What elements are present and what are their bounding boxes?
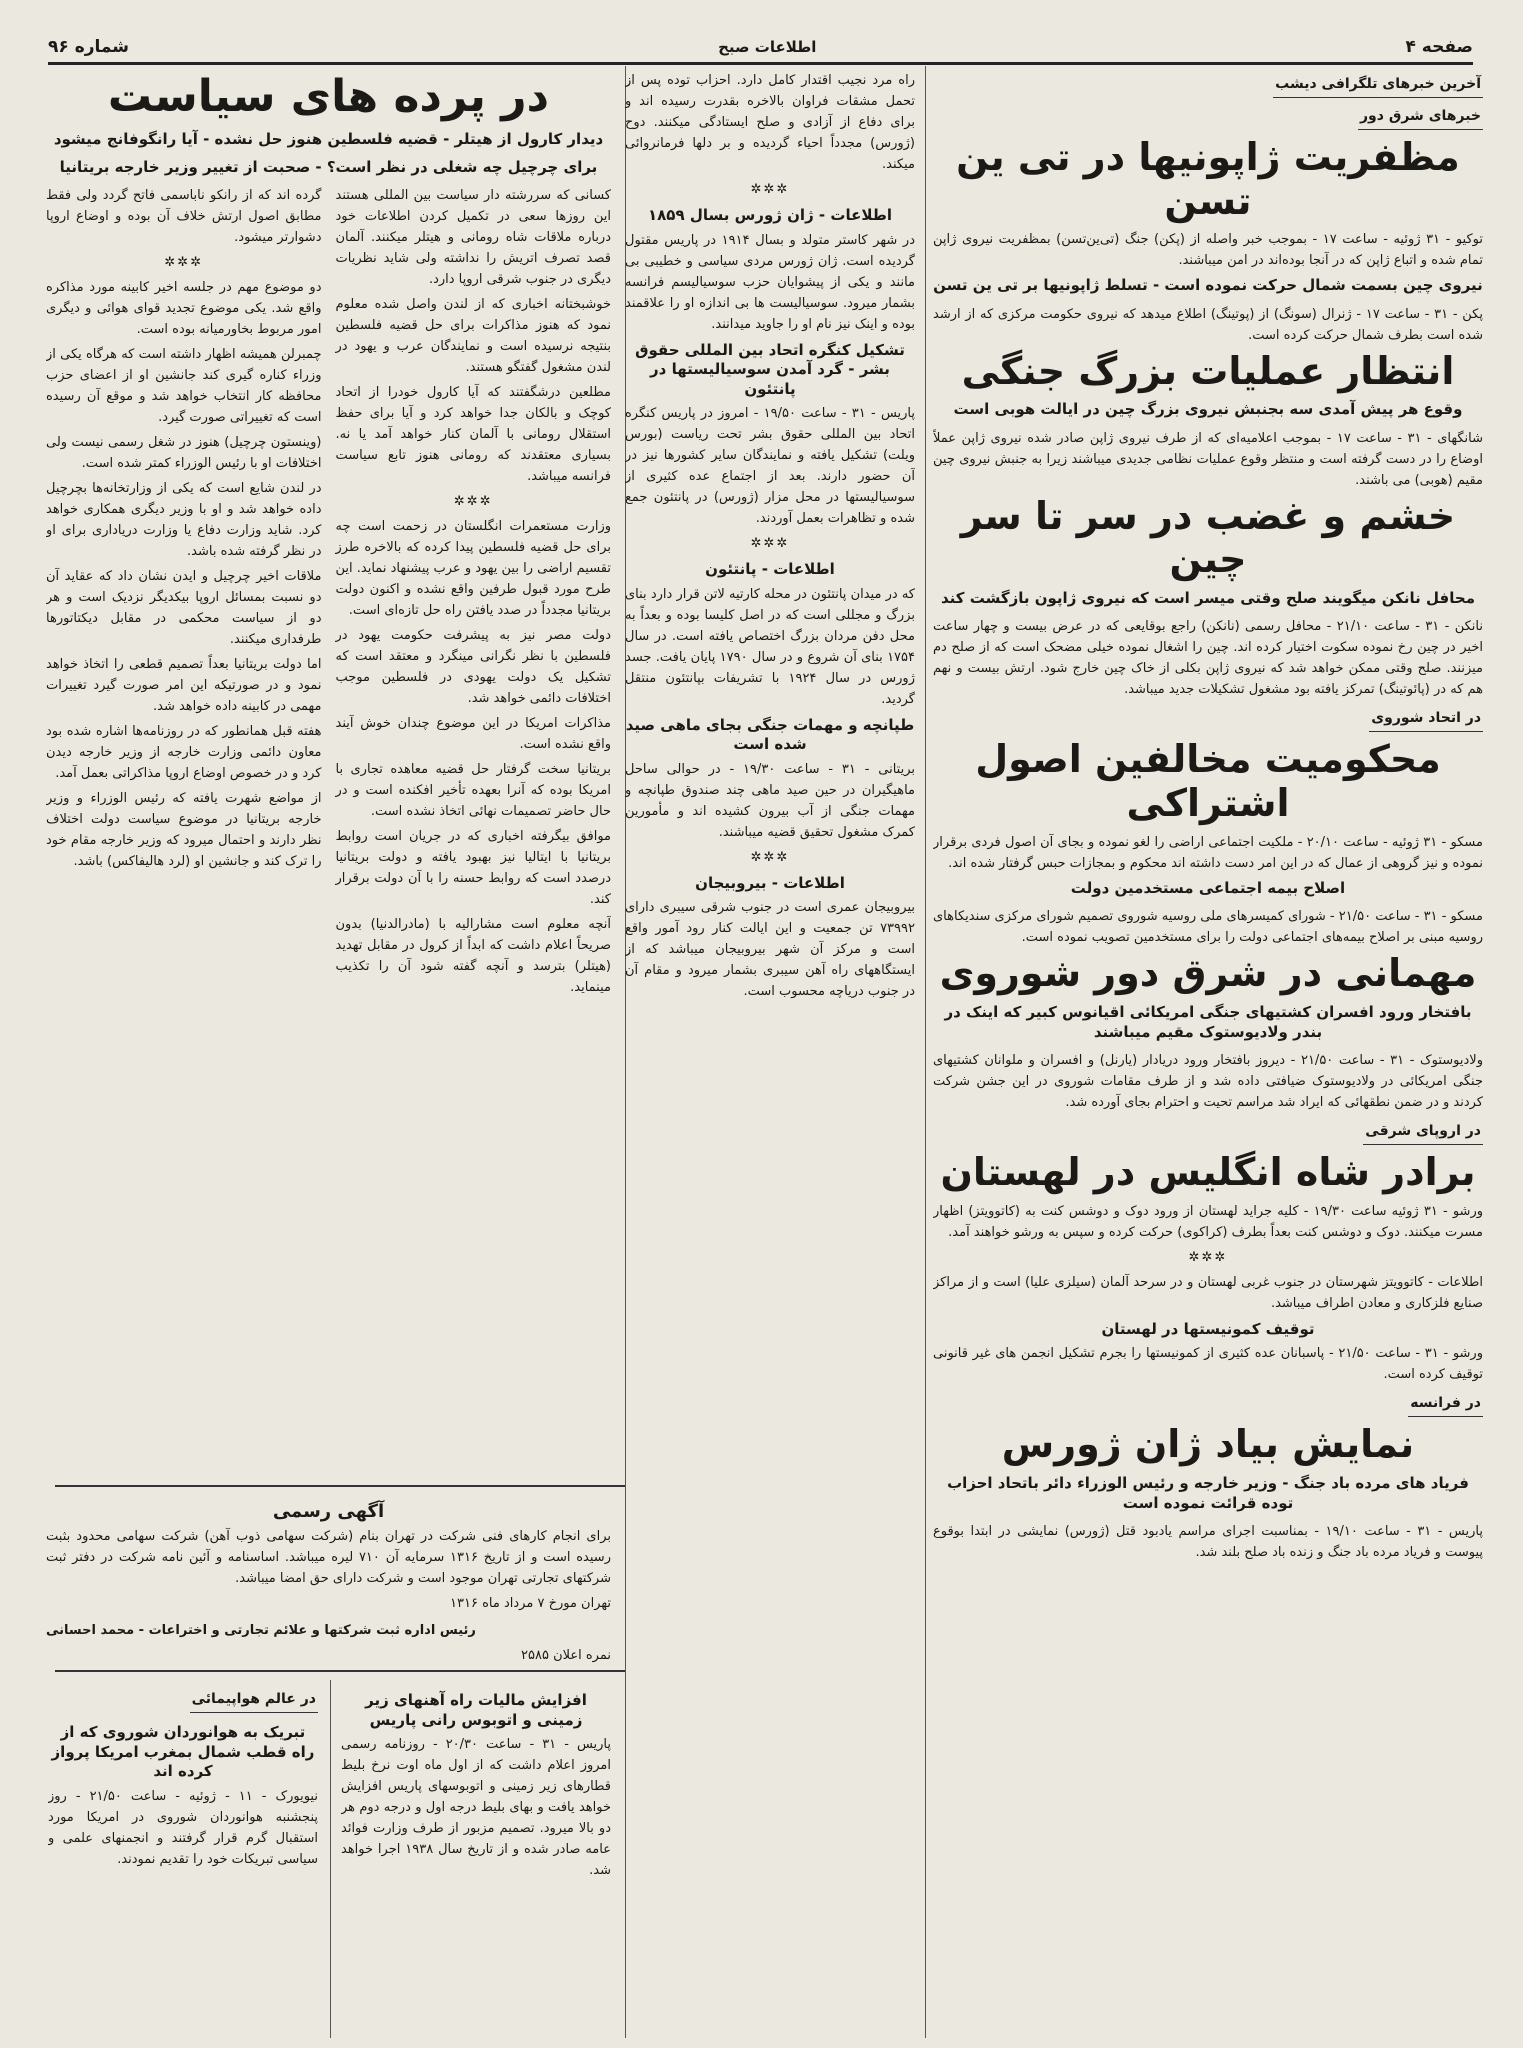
paper-name: اطلاعات صبح: [718, 38, 817, 56]
article-text: وزارت مستعمرات انگلستان در زحمت است چه برای حل قضیه فلسطین پیدا کرده که بالاخره طرز تقسیم اراضی را بین یهود و عرب پیشنهاد نماید. این طرح مورد قبول طرفین واقع نشده و اکنون دولت بریتانیا مجدداً در صدد یافتن راه حل تازه‌ای است.: [335, 519, 611, 619]
section-label: آخرین خبرهای تلگرافی دیشب: [1273, 74, 1483, 98]
info-text: که در میدان پانتئون در محله کارتیه لاتن قرار دارد بنای بزرگ و مجللی است که در اصل کلیسا بوده و بعداً به محل دفن مردان بزرگ اختصاص یافته است. در سال ۱۷۵۴ بنای آن شروع و در سال ۱۷۹۰ پایان یافت. جسد ژورس در سال ۱۹۲۴ با تشریفات بپانتئون منتقل گردید.: [625, 586, 915, 707]
section-rule: [55, 1670, 625, 1672]
subheadline: برای چرچیل چه شغلی در نظر است؟ - صحبت از تغییر وزیر خارجه بریتانیا: [59, 157, 598, 176]
subheadline: فریاد های مرده باد جنگ - وزیر خارجه و رئیس الوزراء دائر باتحاد احزاب توده قرائت نموده است: [947, 1473, 1469, 1513]
info-text: بیروبیجان عمری است در جنوب شرقی سیبری دارای ۷۳۹۹۲ تن جمعیت و این ایالت کنار رود آمور واقع است و مرکز آن شهر بیروبیجان میباشد که از ایستگاههای راه آهن سیبری بشمار میرود و مقام آن در جنوب دریاچه محسوب است.: [625, 900, 915, 999]
headline-far-east-party: مهمانی در شرق دور شوروی: [939, 950, 1477, 995]
headline-jaures: نمایش بیاد ژان ژورس: [1001, 1422, 1415, 1467]
section-label: در اروپای شرقی: [1363, 1121, 1483, 1145]
separator-stars: ✲✲✲: [750, 849, 790, 865]
headline-human-rights: تشکیل کنگره اتحاد بین المللی حقوق بشر - گرد آمدن سوسیالیستها در پانتئون: [635, 340, 905, 398]
info-text: اطلاعات - کاتوویتز شهرستان در جنوب غربی لهستان و در سرحد آلمان (سیلزی علیا) است و از مراکز صنایع فلزکاری و معادن اطراف میباشد.: [933, 1274, 1483, 1311]
article-text: پاریس - ۳۱ - ساعت ۲۰/۳۰ - روزنامه رسمی امروز اعلام داشت که از اول ماه اوت نرخ بلیط قطارهای زیر زمینی و اتوبوسهای پاریس افزایش خواهد یافت و بهای بلیط درجه اول و درجه دوم هر دو بالا میرود. تصمیم مزبور از طرف وزارت فوائد عامه صادر شده و از تاریخ سال ۱۹۳۸ اجرا خواهد شد.: [341, 1737, 611, 1878]
article-text: نانکن - ۳۱ - ساعت ۲۱/۱۰ - محافل رسمی (نانکن) راجع بوقایعی که در عرض بیست و چهار ساعت اخیر در چین رخ نموده سکوت اختیار کرده اند. چین را اشغال نموده خیلی مضحک است که از صلح دم میزنند. صلح وقتی ممکن خواهد شد که نیروی ژاپن بکلی از خاک چین خارج شود. ارتش بیست و نهم هم که در (پائوتینگ) تمرکز یافته بود مشغول تشکیلات جدید میباشد.: [933, 619, 1483, 698]
article-text: هفته قبل همانطور که در روزنامه‌ها اشاره شده بود معاون دائمی وزارت خارجه از وزیر خارجه دیدن کرد و در خصوص اوضاع اروپا مذاکراتی بعمل آمد.: [46, 724, 322, 782]
article-text: توکیو - ۳۱ ژوئیه - ساعت ۱۷ - بموجب خبر واصله از (پکن) جنگ (تی‌ین‌تسن) بمظفریت نیروی ژاپن تمام شده و اتباع ژاپن که در آنجا بوده‌اند در امن میباشند.: [933, 232, 1483, 269]
article-text: کسانی که سررشته دار سیاست بین المللی هستند این روزها سعی در تکمیل کردن اطلاعات خود درباره ملاقات شاه رومانی و هیتلر میکنند. آلمان قصد تصرف اتریش را نداشته ولی شاید نظریات دیگری در جنوب شرقی اروپا دارد.: [335, 188, 611, 288]
headline-communists-arrest: توقیف کمونیستها در لهستان: [1101, 1319, 1315, 1338]
headline-metro-tax: افزایش مالیات راه آهنهای زیر زمینی و اتوبوس رانی پاریس: [365, 1691, 587, 1729]
article-text: پاریس - ۳۱ - ساعت ۱۹/۵۰ - امروز در پاریس کنگره اتحاد بین المللی حقوق بشر تحت ریاست (بورس ویلت) تشکیل یافته و نمایندگان سایر کشورها نیز در آن حضور دارند. بعد از اجتماع عده کثیری از سوسیالیستها در محل مزار (ژورس) در پانتئون جمع شده و تظاهرات بعمل آوردند.: [625, 406, 915, 526]
article-text: شانگهای - ۳۱ - ساعت ۱۷ - بموجب اعلامیه‌ای که از طرف نیروی ژاپن صادر شده نیروی ژاپن عملاً اوضاع را در دست گرفته است و منتظر وقوع عملیات نظامی جدیدی میباشند زیرا به جنبش نیروی چین مقیم (هوبی) می باشند.: [933, 430, 1483, 488]
article-text: از مواضع شهرت یافته که رئیس الوزراء و وزیر خارجه بریتانیا در موضوع سیاست دولت اختلاف نظر دارند و احتمال میرود که وزیر خارجه مقام خود را ترک کند و جانشین او (لرد هالیفاکس) باشد.: [46, 791, 322, 870]
article-text: پکن - ۳۱ - ساعت ۱۷ - ژنرال (سونگ) از (پوتینگ) اطلاع میدهد که نیروی حکومت مرکزی که از ارشد شده است بطرف شمال حرکت کرده است.: [933, 306, 1483, 343]
column-rule: [330, 1680, 331, 2038]
article-text: اما دولت بریتانیا بعداً تصمیم قطعی را اتخاذ خواهد نمود و در صورتیکه این امر صورت گیرد تغییرات مهمی در کابینه داده خواهد شد.: [46, 657, 322, 715]
info-title: اطلاعات - بیروبیجان: [695, 873, 845, 892]
article-text: ورشو - ۳۱ ژوئیه ساعت ۱۹/۳۰ - کلیه جراید لهستان از ورود دوک و دوشس کنت به (کاتوویتز) اظهار مسرت میکنند. دوک و دوشس کنت بعداً بطرف (کراکوی) حرکت کرده و سپس به ورشو خواهند آمد.: [933, 1203, 1483, 1240]
page-number: صفحه ۴: [1405, 37, 1473, 57]
aviation-article: [48, 1685, 318, 2035]
article-text: گرده اند که از رانکو ناباسمی فاتح گردد ولی فقط مطابق اصول ارتش خلاف آن بوده و اوضاع اروپا دشوارتر میشود.: [46, 188, 322, 246]
headline-king-brother: برادر شاه انگلیس در لهستان: [940, 1150, 1476, 1194]
headline-soviet-conviction: محکومیت مخالفین اصول اشتراکی: [975, 737, 1441, 825]
column-politics: [46, 70, 611, 1470]
subheadline: بافتخار ورود افسران کشتیهای جنگی امریکائی اقیانوس کبیر که اینک در بندر ولادیوستوک مقیم میباشند: [944, 1002, 1472, 1041]
section-rule: [55, 1485, 625, 1487]
article-text: مسکو - ۳۱ - ساعت ۲۱/۵۰ - شورای کمیسرهای ملی روسیه شوروی تصمیم شورای مرکزی سندیکاهای روسیه مبنی بر اصلاح بیمه‌های اجتماعی دولت را برای مستخدمین تصویب نموده است.: [933, 908, 1483, 945]
column-rule: [925, 66, 926, 2038]
article-text: چمبرلن همیشه اظهار داشته است که هرگاه یکی از وزراء کناره گیری کند جانشین او از اعضای حزب محافظه کار انتخاب خواهد شد و موقع آن رسیده است که تغییراتی صورت گیرد.: [46, 347, 322, 426]
article-text: نیویورک - ۱۱ - ژوئیه - ساعت ۲۱/۵۰ - روز پنجشنبه هوانوردان شوروی در امریکا مورد استقبال گرم قرار گرفتند و انجمنهای علمی و سیاسی تبریکات خود را تقدیم نمودند.: [48, 1788, 318, 1867]
paris-metro-article: [341, 1685, 611, 2035]
subheadline: نیروی چین بسمت شمال حرکت نموده است - تسلط ژاپونیها بر تی ین تسن: [933, 276, 1483, 295]
article-text: مذاکرات امریکا در این موضوع چندان خوش آیند واقع نشده است.: [335, 716, 611, 753]
subheadline: دیدار کارول از هیتلر - قضیه فلسطین هنوز حل نشده - آیا رانگوفانج میشود: [53, 129, 604, 148]
article-text: (وینستون چرچیل) هنوز در شغل رسمی نیست ولی اختلافات او با رئیس الوزراء کمتر شده است.: [46, 435, 322, 472]
headline-china-anger: خشم و غضب در سر تا سر چین: [960, 493, 1456, 582]
article-text: پاریس - ۳۱ - ساعت ۱۹/۱۰ - بمناسبت اجرای مراسم یادبود قتل (ژورس) نمایشی در ابتدا بوقوع پیوست و فریاد مرده باد جنگ و زنده باد صلح بلند شد.: [933, 1524, 1483, 1561]
article-text: بریتانیا سخت گرفتار حل قضیه معاهده تجاری با امریکا بوده که آنرا بعهده تأخیر افکنده است و در حال حاضر تصمیمات نهائی اتخاذ نشده است.: [335, 762, 611, 820]
article-text: آنچه معلوم است مشارالیه با (مادرالدنیا) بدون صریحاً اعلام داشت که ابداً از کرول در مقابل تهدید (هیتلر) بترسد و آنچه گفته شود آن را تکذیب مینماید.: [335, 917, 611, 996]
separator-stars: ✲✲✲: [750, 182, 790, 197]
subheadline: وقوع هر پیش آمدی سه بجنبش نیروی بزرگ چین در ایالت هوبی است: [953, 400, 1463, 419]
article-text: بریتانی - ۳۱ - ساعت ۱۹/۳۰ - در حوالی ساحل ماهیگیران در حین صید ماهی چند صندوق طپانچه و مهمات جنگی از آب بیرون کشیده اند و مأمورین کمرک مشغول تحقیق قضیه میباشند.: [625, 761, 915, 840]
article-text: در لندن شایع است که یکی از وزارتخانه‌ها بچرچیل داده خواهد شد و او با وزیر دیگری همکاری خواهد کرد. شاید وزارت دفاع یا وزارت دریاداری برای او در نظر گرفته شده باشد.: [46, 481, 322, 560]
issue-number: شماره ۹۶: [48, 37, 130, 57]
notice-date: تهران مورخ ۷ مرداد ماه ۱۳۱۶: [450, 1596, 611, 1611]
article-text: ملاقات اخیر چرچیل و ایدن نشان داد که عقاید آن دو نسبت بمسائل اروپا بیکدیگر نزدیک است و هر دو از سیاست محکمی در مقابل دیکتاتورها طرفداری میکنند.: [46, 569, 322, 648]
notice-number: نمره اعلان ۲۵۸۵: [521, 1648, 611, 1663]
politics-right-column: [336, 185, 612, 1002]
article-text: دولت مصر نیز به پیشرفت حکومت یهود در فلسطین با نظر نگرانی مینگرد و معتقد است که تشکیل یک دولت یهودی در فلسطین موجب اختلافات دائمی خواهد شد.: [335, 628, 611, 707]
separator-stars: ✲✲✲: [164, 255, 204, 271]
section-label: در عالم هواپیمائی: [190, 1689, 318, 1713]
section-label: خبرهای شرق دور: [1358, 106, 1483, 130]
notice-title: آگهی رسمی: [272, 1501, 385, 1522]
headline-tientsin: مظفریت ژاپونیها در تی ین تسن: [956, 135, 1460, 223]
headline-soviet-aviators: تبریک به هوانوردان شوروی که از راه قطب شمال بمغرب امریکا پرواز کرده اند: [51, 1723, 315, 1780]
section-label: در فرانسه: [1408, 1393, 1483, 1417]
column-paris-news: [625, 70, 915, 2038]
subheadline: اصلاح بیمه اجتماعی مستخدمین دولت: [1070, 878, 1346, 897]
politics-body: [46, 185, 611, 1002]
article-text: مسکو - ۳۱ ژوئیه - ساعت ۲۰/۱۰ - ملکیت اجتماعی اراضی را لغو نموده و بجای آن اصول فردی برقرار نموده و نیز گروهی از عمال که در این امر دست داشته اند محکوم و بمجازات حبس گرفتار شده اند.: [933, 834, 1483, 871]
separator-stars: ✲✲✲: [1188, 1249, 1228, 1265]
article-text: دو موضوع مهم در جلسه اخیر کابینه مورد مذاکره واقع شد. یکی موضوع تجدید قوای هوائی و دیگری امور مربوط بخاورمیانه بوده است.: [46, 280, 322, 338]
official-notice: [46, 1495, 611, 1665]
article-text: مطلعین درشگفتند که آیا کارول خودرا از اتحاد کوچک و بالکان جدا خواهد کرد و آیا برای حفظ استقلال رومانی با آلمان کنار خواهد آمد یا نه. بسیاری معتقدند که رومانی هنوز تابع سیاست فرانسه میباشد.: [335, 385, 611, 485]
politics-left-column: [46, 185, 322, 1002]
article-text: موافق بیگرفته اخباری که در جریان است روابط بریتانیا با ایتالیا نیز بهبود یافته و دولت بریتانیا درصدد است که روابط حسنه را با آن دولت برقرار کند.: [335, 829, 611, 908]
info-title: اطلاعات - ژان ژورس بسال ۱۸۵۹: [648, 206, 892, 224]
separator-stars: ✲✲✲: [453, 494, 493, 510]
column-telegraph-news: [933, 70, 1483, 2038]
info-text: در شهر کاستر متولد و بسال ۱۹۱۴ در پاریس مقتول گردیده است. ژان ژورس مردی سیاسی و خطیبی بی مانند و یکی از پیشوایان حزب سوسیالیسم فرانسه بشمار میرود. سوسیالیست ها بی اندازه او را علاقمند بوده و اینک نیز نام او را جاوید میدانند.: [625, 232, 915, 332]
article-text: راه مرد نجیب اقتدار کامل دارد. احزاب توده پس از تحمل مشقات فراوان بالاخره بقدرت رسیده اند و برای دفاع از آزادی و صلح ایستادگی میکنند. دوح (ژورس) مجدداً احیاء گردیده و بر دلها فرمانروائی میکند.: [625, 73, 915, 172]
headline-pistols-fishing: طپانچه و مهمات جنگی بجای ماهی صید شده است: [625, 715, 915, 753]
subheadline: محافل نانکن میگویند صلح وقتی میسر است که نیروی ژاپون بازگشت کند: [941, 588, 1475, 607]
notice-signature: رئیس اداره ثبت شرکتها و علائم تجارتی و اختراعات - محمد احسانی: [46, 1623, 476, 1638]
separator-stars: ✲✲✲: [750, 536, 790, 551]
section-label: در اتحاد شوروی: [1369, 708, 1483, 732]
article-text: خوشبختانه اخباری که از لندن واصل شده معلوم نمود که هنوز مذاکرات برای حل قضیه فلسطین بنتیجه نرسیده است و نمایندگان عرب و یهود در لندن مشغول گفتگو هستند.: [335, 297, 611, 376]
headline-politics: در پرده های سیاست: [107, 71, 550, 122]
article-text: ورشو - ۳۱ - ساعت ۲۱/۵۰ - پاسبانان عده کثیری از کمونیستها را بجرم تشکیل انجمن های غیر قانونی توقیف کرده است.: [933, 1346, 1483, 1383]
headline-war-operations: انتظار عملیات بزرگ جنگی: [961, 348, 1455, 393]
notice-text: برای انجام کارهای فنی شرکت در تهران بنام (شرکت سهامی ذوب آهن) شرکت سهامی محدود بثبت رسیده است و از تاریخ ۱۳۱۶ سرمایه آن ۷۱۰ لیره میباشد. اساسنامه و آئین نامه شرکت در دفتر ثبت شرکتهای تجارتی تهران موجود است و شرکت دارای حق امضا میباشد.: [46, 1529, 611, 1586]
info-title: اطلاعات - پانتئون: [705, 560, 835, 578]
article-text: ولادیوستوک - ۳۱ - ساعت ۲۱/۵۰ - دیروز بافتخار ورود دریادار (یارنل) و افسران و ملوانان کشتیهای جنگی امریکائی در ولادیوستوک ضیافتی داده شد و از طرف مقامات شوروی در این جشن شرکت کردند و در ضمن نطقهائی که ایراد شد مراسم تحیت و احترام بجای آورده شد.: [933, 1053, 1483, 1110]
page-header: [48, 32, 1473, 65]
